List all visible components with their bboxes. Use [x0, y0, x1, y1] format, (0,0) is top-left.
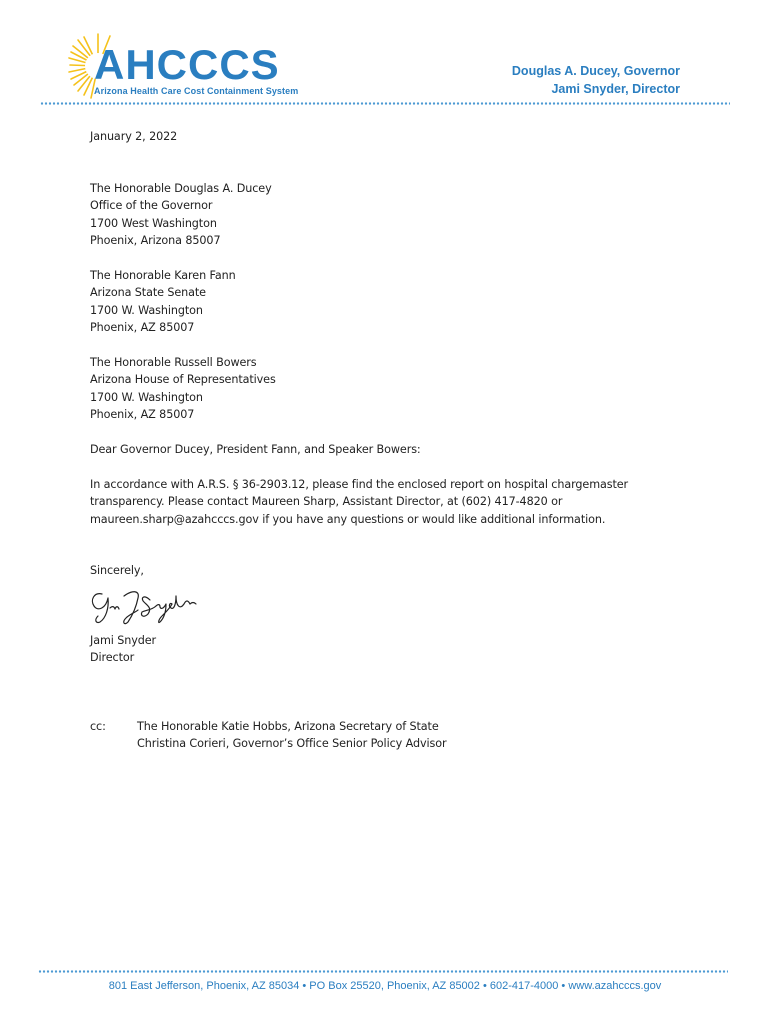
signer-name: Jami Snyder: [90, 634, 157, 647]
address-line: Phoenix, AZ 85007: [90, 321, 195, 335]
footer-divider: [38, 970, 728, 973]
address-line: 1700 West Washington: [90, 216, 217, 230]
cc-list: [137, 718, 446, 753]
salutation: Dear Governor Ducey, President Fann, and Speaker Bowers:: [90, 443, 421, 456]
address-line: Phoenix, AZ 85007: [90, 408, 195, 422]
address-line: Arizona State Senate: [90, 286, 206, 300]
ahcccs-logo: [68, 32, 298, 100]
footer-contact: 801 East Jefferson, Phoenix, AZ 85034 • PO Box 25520, Phoenix, AZ 85002 • 602-417-4000 • www.azahcccs.gov: [108, 980, 662, 992]
address-line: 1700 W. Washington: [90, 303, 203, 317]
cc-label: cc:: [90, 720, 106, 733]
address-line: Office of the Governor: [90, 199, 213, 213]
paragraph-line: maureen.sharp@azahcccs.gov if you have any questions or would like additional information.: [90, 512, 606, 526]
signature-block: [90, 632, 156, 667]
director-line: Jami Snyder, Director: [551, 82, 680, 96]
paragraph-line: In accordance with A.R.S. § 36-2903.12, please find the enclosed report on hospital chargemaster: [90, 478, 629, 491]
logo-subtitle: Arizona Health Care Cost Containment System: [94, 86, 299, 96]
closing: Sincerely,: [90, 564, 144, 577]
cc-recipient: Christina Corieri, Governor’s Office Senior Policy Advisor: [137, 737, 447, 751]
body-paragraph: [90, 476, 690, 528]
address-line: Arizona House of Representatives: [90, 373, 276, 387]
recipient-address-governor: [90, 180, 272, 250]
address-line: The Honorable Douglas A. Ducey: [90, 182, 272, 195]
cc-recipient: The Honorable Katie Hobbs, Arizona Secretary of State: [137, 720, 439, 733]
recipient-address-senate: [90, 267, 236, 337]
header-divider: [40, 102, 730, 105]
letter-date: January 2, 2022: [90, 130, 178, 143]
paragraph-line: transparency. Please contact Maureen Sharp, Assistant Director, at (602) 417-4820 or: [90, 495, 563, 509]
address-line: 1700 W. Washington: [90, 390, 203, 404]
address-line: The Honorable Russell Bowers: [90, 356, 257, 369]
logo-wordmark: AHCCCS: [94, 41, 280, 88]
officials-block: [512, 62, 680, 98]
recipient-address-house: [90, 354, 276, 424]
address-line: Phoenix, Arizona 85007: [90, 234, 221, 248]
governor-line: Douglas A. Ducey, Governor: [511, 64, 680, 78]
address-line: The Honorable Karen Fann: [90, 269, 236, 282]
handwritten-signature: [88, 582, 218, 630]
signer-title: Director: [90, 651, 135, 665]
